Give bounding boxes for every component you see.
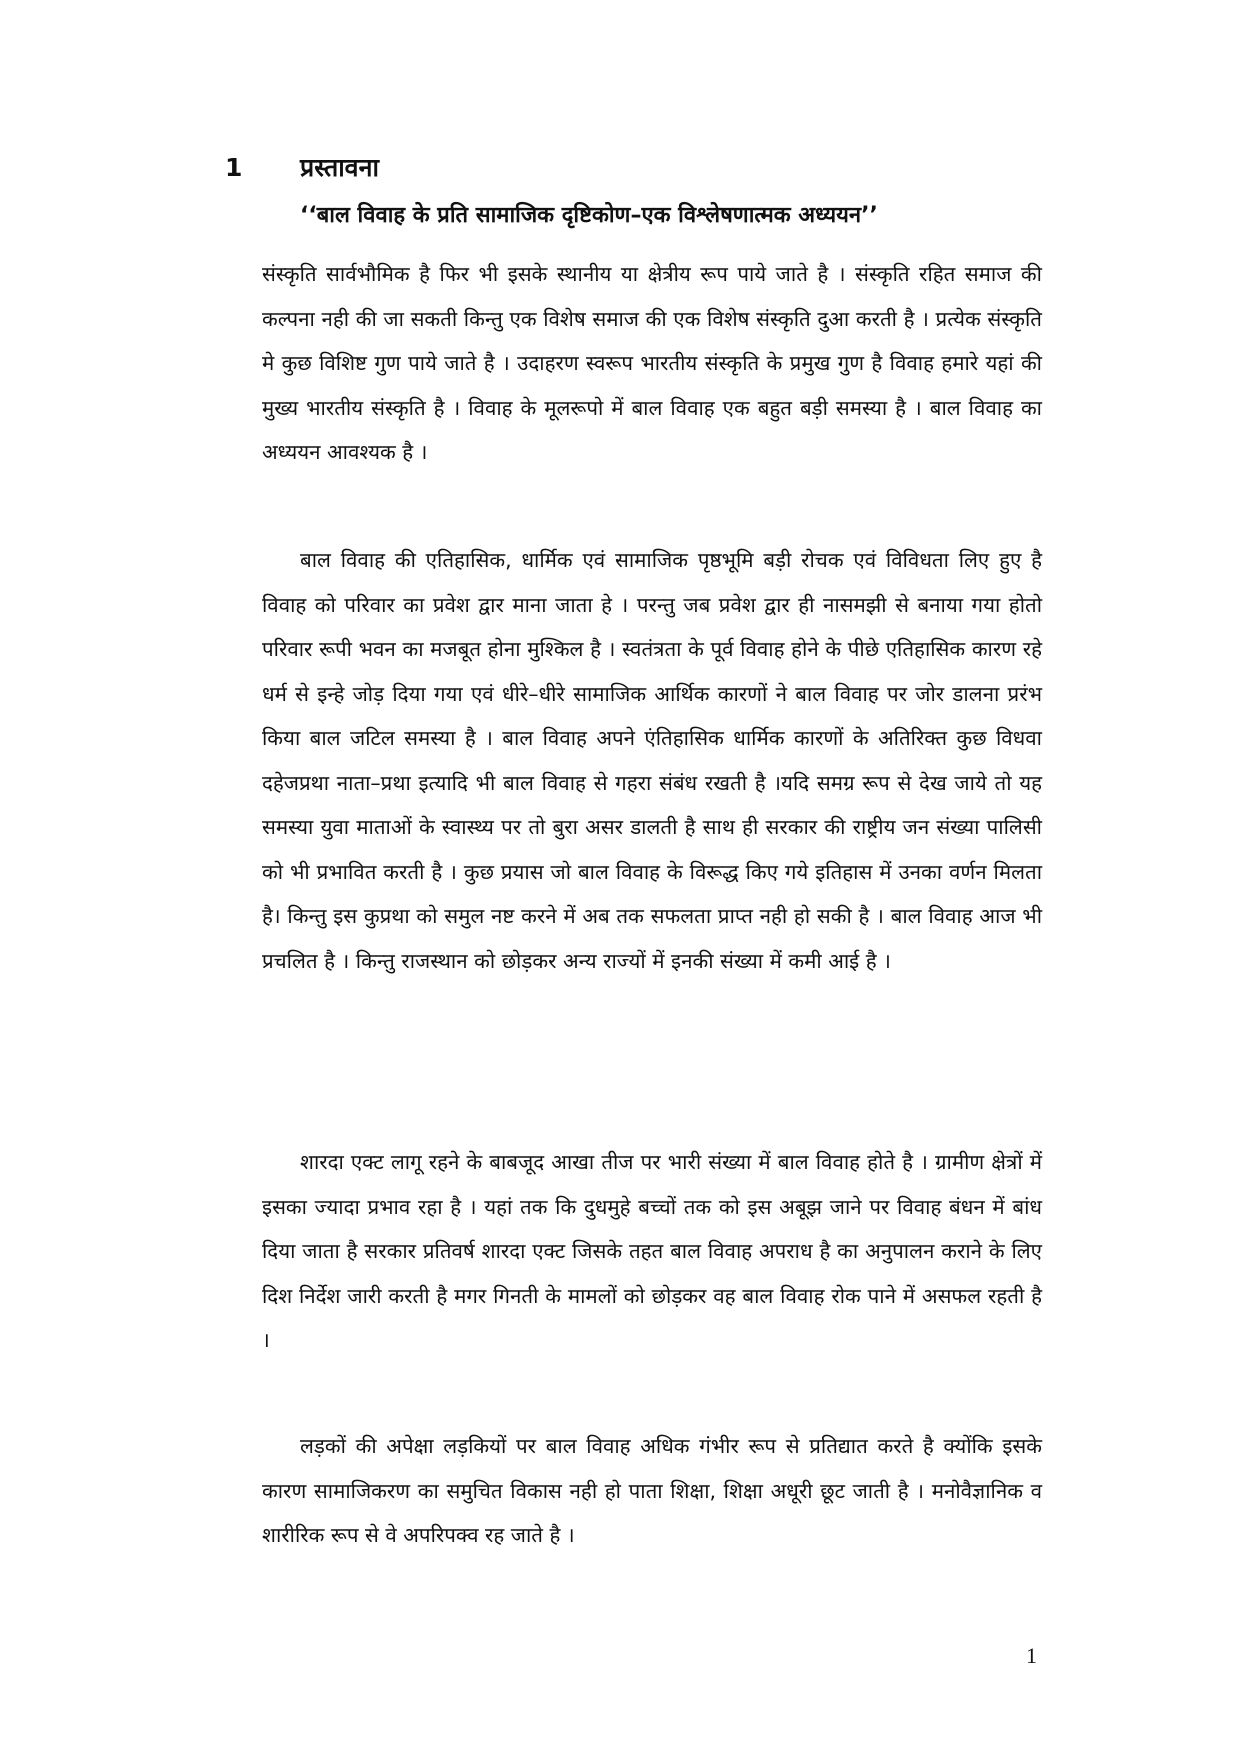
section-heading (225, 152, 379, 184)
section-number: 1 (225, 153, 243, 182)
section-title: प्रस्तावना (300, 153, 379, 182)
document-subtitle: ‘‘बाल विवाह के प्रति सामाजिक दृष्टिकोण–एक विश्लेषणात्मक अध्ययन’’ (300, 203, 878, 228)
paragraph-4: लड़कों की अपेक्षा लड़कियों पर बाल विवाह अधिक गंभीर रूप से प्रतिद्यात करते है क्योंकि इसके कारण सामाजिकरण का समुचित विकास नही हो पाता शिक्षा, शिक्षा अधूरी छूट जाती है । मनोवैज्ञानिक व शारीरिक रूप से वे अपरिपक्व रह जाते है । (262, 1434, 1042, 1547)
paragraph-2: बाल विवाह की एतिहासिक, धार्मिक एवं सामाजिक पृष्ठभूमि बड़ी रोचक एवं विविधता लिए हुए है विवाह को परिवार का प्रवेश द्वार माना जाता हे । परन्तु जब प्रवेश द्वार ही नासमझी से बनाया गया होतो परिवार रूपी भवन का मजबूत होना मुश्किल है । स्वतंत्रता के पूर्व विवाह होने के पीछे एतिहासिक कारण रहे धर्म से इन्हे जोड़ दिया गया एवं धीरे–धीरे सामाजिक आर्थिक कारणों ने बाल विवाह पर जोर डालना प्ररंभ किया बाल जटिल समस्या है । बाल विवाह अपने एंतिहासिक धार्मिक कारणों के अतिरिक्त कुछ विधवा दहेजप्रथा नाता–प्रथा इत्यादि भी बाल विवाह से गहरा संबंध रखती है ।यदि समग्र रूप से देख जाये तो यह समस्या युवा माताओं के स्वास्थ्य पर तो बुरा असर डालती है साथ ही सरकार की राष्ट्रीय जन संख्या पालिसी को भी प्रभावित करती है । कुछ प्रयास जो बाल विवाह के विरूद्ध किए गये इतिहास में उनका वर्णन मिलता है। किन्तु इस कुप्रथा को समुल नष्ट करने में अब तक सफलता प्राप्त नही हो सकी है । बाल विवाह आज भी प्रचलित है । किन्तु राजस्थान को छोड़कर अन्य राज्यों में इनकी संख्या में कमी आई है । (262, 548, 1042, 973)
paragraph-3: शारदा एक्ट लागू रहने के बाबजूद आखा तीज पर भारी संख्या में बाल विवाह होते है । ग्रामीण क्षेत्रों में इसका ज्यादा प्रभाव रहा है । यहां तक कि दुधमुहे बच्चों तक को इस अबूझ जाने पर विवाह बंधन में बांध दिया जाता है सरकार प्रतिवर्ष शारदा एक्ट जिसके तहत बाल विवाह अपराध है का अनुपालन कराने के लिए दिश निर्देश जारी करती है मगर गिनती के मामलों को छोड़कर वह बाल विवाह रोक पाने में असफल रहती है । (262, 1150, 1042, 1352)
paragraph-1: संस्कृति सार्वभौमिक है फिर भी इसके स्थानीय या क्षेत्रीय रूप पाये जाते है । संस्कृति रहित समाज की कल्पना नही की जा सकती किन्तु एक विशेष समाज की एक विशेष संस्कृति दुआ करती है । प्रत्येक संस्कृति मे कुछ विशिष्ट गुण पाये जाते है । उदाहरण स्वरूप भारतीय संस्कृति के प्रमुख गुण है विवाह हमारे यहां की मुख्य भारतीय संस्कृति है । विवाह के मूलरूपो में बाल विवाह एक बहुत बड़ी समस्या है । बाल विवाह का अध्ययन आवश्यक है । (262, 262, 1042, 464)
page-number: 1 (1026, 1643, 1037, 1668)
